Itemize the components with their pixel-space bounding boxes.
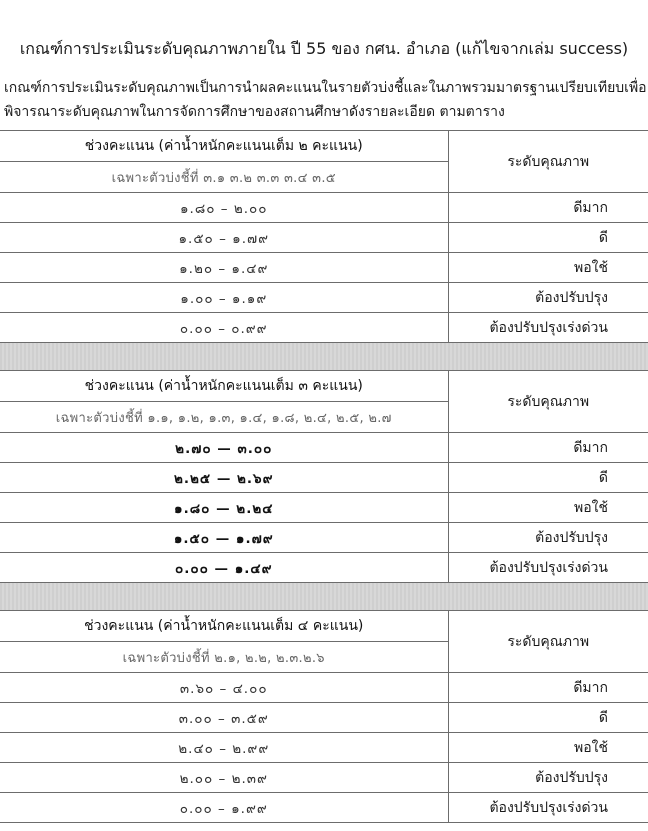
- score-range: ๒.๗๐ — ๓.๐๐: [0, 433, 448, 463]
- page-title: เกณฑ์การประเมินระดับคุณภาพภายใน ปี 55 ของ กศน. อำเภอ (แก้ไขจากเล่ม success): [19, 39, 629, 58]
- quality-level: ดีมาก: [448, 433, 648, 463]
- score-table: [0, 130, 648, 823]
- table-3-quality-header: ระดับคุณภาพ: [448, 611, 648, 673]
- table-row: [0, 193, 648, 223]
- score-tables: [0, 130, 648, 831]
- score-range: ๑.๕๐ – ๑.๗๙: [0, 223, 448, 253]
- score-range: ๑.๒๐ – ๑.๔๙: [0, 253, 448, 283]
- table-row: [0, 493, 648, 523]
- quality-level: ดี: [448, 463, 648, 493]
- table-row: [0, 793, 648, 823]
- table-row: [0, 733, 648, 763]
- table-2-score-header: ช่วงคะแนน (ค่าน้ำหนักคะแนนเต็ม ๓ คะแนน): [0, 371, 448, 402]
- intro-paragraph: [4, 76, 647, 124]
- table-3-header-row: [0, 611, 648, 642]
- table-1-header-row: [0, 131, 648, 162]
- score-range: ๑.๕๐ — ๑.๗๙: [0, 523, 448, 553]
- quality-level: ดี: [448, 703, 648, 733]
- score-range: ๑.๐๐ – ๑.๑๙: [0, 283, 448, 313]
- table-row: [0, 703, 648, 733]
- section-separator: [0, 343, 648, 371]
- table-3-score-header: ช่วงคะแนน (ค่าน้ำหนักคะแนนเต็ม ๔ คะแนน): [0, 611, 448, 642]
- quality-level: ต้องปรับปรุงเร่งด่วน: [448, 793, 648, 823]
- table-1-score-header: ช่วงคะแนน (ค่าน้ำหนักคะแนนเต็ม ๒ คะแนน): [0, 131, 448, 162]
- quality-level: ดีมาก: [448, 193, 648, 223]
- table-3-indicators: เฉพาะตัวบ่งชี้ที่ ๒.๑, ๒.๒, ๒.๓.๒.๖: [0, 642, 448, 673]
- score-range: ๓.๐๐ – ๓.๕๙: [0, 703, 448, 733]
- table-row: [0, 433, 648, 463]
- separator-band: [0, 583, 648, 611]
- table-row: [0, 523, 648, 553]
- table-row: [0, 223, 648, 253]
- quality-level: ต้องปรับปรุง: [448, 283, 648, 313]
- score-range: ๐.๐๐ — ๑.๔๙: [0, 553, 448, 583]
- quality-level: ต้องปรับปรุง: [448, 523, 648, 553]
- table-row: [0, 553, 648, 583]
- table-2-indicators: เฉพาะตัวบ่งชี้ที่ ๑.๑, ๑.๒, ๑.๓, ๑.๔, ๑.๘, ๒.๔, ๒.๕, ๒.๗: [0, 402, 448, 433]
- score-range: ๐.๐๐ – ๑.๙๙: [0, 793, 448, 823]
- table-2-header-row: [0, 371, 648, 402]
- quality-level: ดี: [448, 223, 648, 253]
- quality-level: พอใช้: [448, 733, 648, 763]
- score-range: ๑.๘๐ — ๒.๒๔: [0, 493, 448, 523]
- table-row: [0, 763, 648, 793]
- table-row: [0, 463, 648, 493]
- quality-level: ต้องปรับปรุงเร่งด่วน: [448, 553, 648, 583]
- score-range: ๓.๖๐ – ๔.๐๐: [0, 673, 448, 703]
- table-1-quality-header: ระดับคุณภาพ: [448, 131, 648, 193]
- quality-level: ดีมาก: [448, 673, 648, 703]
- score-range: ๒.๒๕ — ๒.๖๙: [0, 463, 448, 493]
- intro-line-2: พิจารณาระดับคุณภาพในการจัดการศึกษาของสถานศึกษาดังรายละเอียด ตามตาราง: [4, 104, 505, 120]
- score-range: ๒.๔๐ – ๒.๙๙: [0, 733, 448, 763]
- intro-line-1: เกณฑ์การประเมินระดับคุณภาพเป็นการนำผลคะแนนในรายตัวบ่งชี้และในภาพรวมมาตรฐานเปรียบเทียบเพื่อ: [4, 80, 647, 96]
- table-row: [0, 313, 648, 343]
- table-row: [0, 253, 648, 283]
- quality-level: ต้องปรับปรุงเร่งด่วน: [448, 313, 648, 343]
- quality-level: พอใช้: [448, 253, 648, 283]
- table-1-indicators: เฉพาะตัวบ่งชี้ที่ ๓.๑ ๓.๒ ๓.๓ ๓.๔ ๓.๕: [0, 162, 448, 193]
- section-separator: [0, 583, 648, 611]
- table-2-quality-header: ระดับคุณภาพ: [448, 371, 648, 433]
- table-row: [0, 673, 648, 703]
- score-range: ๐.๐๐ – ๐.๙๙: [0, 313, 448, 343]
- quality-level: พอใช้: [448, 493, 648, 523]
- score-range: ๒.๐๐ – ๒.๓๙: [0, 763, 448, 793]
- separator-band: [0, 343, 648, 371]
- score-range: ๑.๘๐ – ๒.๐๐: [0, 193, 448, 223]
- quality-level: ต้องปรับปรุง: [448, 763, 648, 793]
- table-row: [0, 283, 648, 313]
